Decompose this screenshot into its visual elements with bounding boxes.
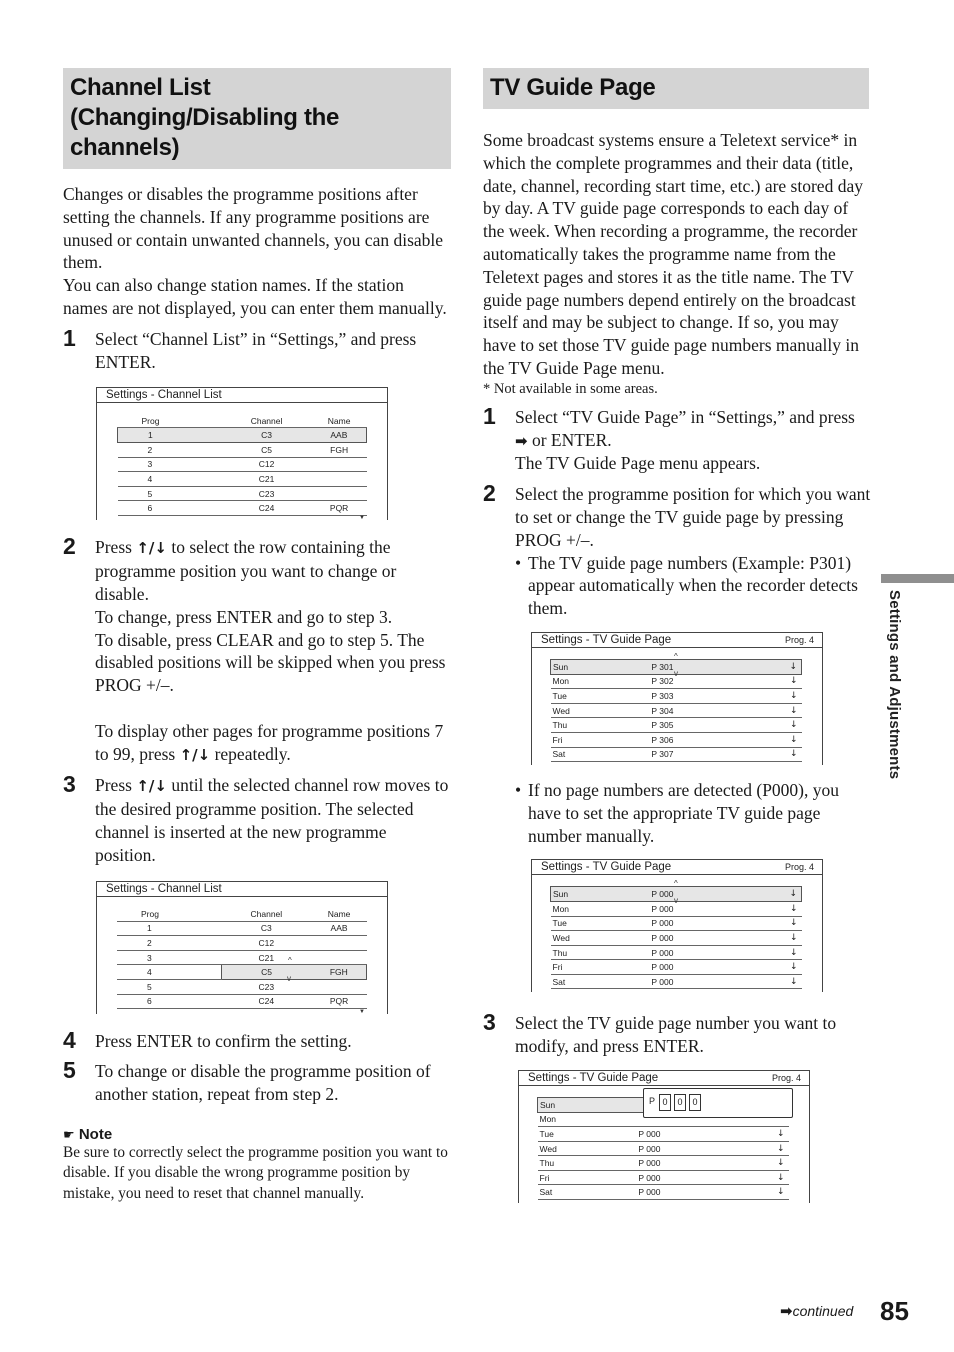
step-text-part: or ENTER. [527,429,612,450]
down-arrow-icon: ↓ [754,1185,788,1200]
table-row[interactable] [117,965,367,980]
table-row[interactable] [551,718,802,733]
down-arrow-icon: ↓ [767,901,801,916]
up-down-arrow-icon: ↑/↓ [136,777,167,796]
table-cell: P 000 [638,1170,754,1185]
digit-group [656,1094,701,1111]
down-arrow-icon: ↓ [754,1141,788,1156]
table-cell: P 000 [651,901,767,916]
table-cell [312,936,367,951]
table-row[interactable] [117,994,367,1009]
table-cell: C23 [221,979,312,994]
step-text-part: Press [95,537,137,558]
table-row[interactable] [538,1156,789,1171]
table-cell: PQR [312,994,367,1009]
step-4 [63,1026,451,1053]
channel-table [117,908,367,1010]
popup-prefix: P [649,1095,656,1106]
tv-guide-screen-2 [531,859,823,992]
table-cell: 5 [118,486,222,501]
caret-down-icon: v [674,668,678,678]
table-row[interactable] [118,472,367,487]
table-cell: Sun [551,887,652,902]
continued-label [780,1302,853,1320]
prog-label: Prog. 4 [784,862,814,873]
table-cell: C5 [221,965,312,980]
step-number: 5 [63,1057,76,1084]
step-text: To change, press ENTER and go to step 3. [95,606,393,627]
table-row[interactable] [118,486,367,501]
step-number: 3 [63,771,76,798]
caret-up-icon: ^ [674,879,678,889]
caret-down-icon: v [287,974,291,984]
table-cell: Fri [538,1170,639,1185]
continued-text: continued [792,1303,854,1319]
note-title: Note [78,1125,113,1143]
page-number: 85 [880,1296,909,1326]
table-row[interactable] [538,1141,789,1156]
screen-title: Settings - TV Guide Page [532,860,822,875]
screen-title: Settings - Channel List [97,388,387,403]
down-arrow-icon: ↓ [767,703,801,718]
down-arrow-icon: ↓ [767,659,801,674]
table-cell: P 000 [638,1185,754,1200]
table-cell: Tue [551,916,652,931]
table-cell [312,457,367,472]
tv-guide-intro: Some broadcast systems ensure a Teletext service* in which the complete programmes and their data (title, date, channel, recording start time, etc.) are stored day by day. A TV guide page corresponds to each day of the week. When recording a programme, the recorder automatically takes the programme name from the Teletext pages and stores it as the title name. The TV guide page numbers depend entirely on the broadcast itself and may be subject to change. If so, you may have to set those TV guide page numbers manually in the TV Guide Page menu. [483,130,863,378]
step-2 [63,533,451,766]
step-number: 1 [483,402,496,429]
table-header-row [118,414,367,428]
table-row[interactable] [117,950,367,965]
tv-guide-screen-1 [531,632,823,765]
table-row[interactable] [117,936,367,951]
step-text [95,720,451,767]
step-text-part: Select “TV Guide Page” in “Settings,” and press [515,406,855,427]
table-cell: 3 [118,457,222,472]
table-cell [312,979,367,994]
table-cell: 2 [118,442,222,457]
table-cell [312,950,367,965]
step-number: 4 [63,1026,76,1053]
table-cell: 6 [118,501,222,516]
table-cell: Sat [551,747,652,762]
down-arrow-icon: ↓ [767,945,801,960]
channel-list-screen-1 [96,387,388,520]
table-cell: P 000 [651,916,767,931]
step-number: 3 [483,1009,496,1036]
table-row[interactable] [118,501,367,516]
channel-list-heading: Channel List (Changing/Disabling the channels) [63,68,451,169]
down-arrow-icon: ↓ [767,974,801,989]
scroll-down-icon[interactable]: ▼ [359,1008,365,1015]
tv-step-2-cont [483,779,871,847]
table-cell: Sat [538,1185,639,1200]
table-cell: Mon [538,1112,639,1127]
table-cell: AAB [312,921,367,936]
table-cell: P 304 [651,703,767,718]
table-cell: P 306 [651,732,767,747]
down-arrow-icon: ↓ [754,1156,788,1171]
down-arrow-icon: ↓ [767,960,801,975]
down-arrow-icon: ↓ [767,887,801,902]
footnote: * Not available in some areas. [483,380,658,397]
down-arrow-icon: ↓ [767,747,801,762]
table-cell: Mon [551,674,652,689]
column-header: Name [312,414,367,428]
table-row[interactable] [538,1170,789,1185]
note-body: Be sure to correctly select the programme position you want to disable. If you disable the wrong programme position by mistake, you need to reset that channel manually. [63,1143,448,1202]
tv-step-2 [483,480,871,620]
tv-guide-heading: TV Guide Page [483,68,869,109]
table-cell: C23 [221,486,311,501]
table-cell: 1 [117,921,221,936]
step-text: To disable, press CLEAR and go to step 5. The disabled positions will be skipped when you press PROG +/–. [95,629,446,696]
down-arrow-icon: ↓ [767,916,801,931]
step-number: 1 [63,324,76,351]
table-cell: FGH [312,965,367,980]
table-cell: P 302 [651,674,767,689]
step-text [515,406,871,453]
table-row[interactable] [551,747,802,762]
table-cell: Tue [551,689,652,704]
step-text-part: repeatedly. [210,743,291,764]
down-arrow-icon: ↓ [767,931,801,946]
step-text-part: to select the row containing the programme position you want to change or disable. [95,537,397,604]
column-header: Prog [118,414,222,428]
step-text: Select “Channel List” in “Settings,” and press ENTER. [95,328,417,372]
channel-list-screen-2 [96,881,388,1014]
scroll-down-icon[interactable]: ▼ [359,515,365,522]
table-row[interactable] [551,974,802,989]
table-cell [312,486,367,501]
table-row[interactable] [118,428,367,443]
table-cell: Sun [551,659,652,674]
table-row[interactable] [117,921,367,936]
up-down-arrow-icon: ↑/↓ [179,745,211,764]
table-cell: P 301 [651,659,767,674]
table-cell: Fri [551,960,652,975]
right-column [483,68,871,1203]
step-text: Press ENTER to confirm the setting. [95,1030,352,1051]
table-cell: 4 [118,472,222,487]
step-text-part: Press [95,775,137,796]
intro-paragraph: Changes or disables the programme positions after setting the channels. If any programme positions are unused or contain unwanted channels, you can disable them. [63,184,444,273]
table-cell: Wed [551,703,652,718]
table-cell: P 000 [651,931,767,946]
column-header: Channel [221,414,311,428]
caret-up-icon: ^ [674,651,678,661]
table-cell: Wed [538,1141,639,1156]
table-cell: C24 [221,994,312,1009]
note-icon: ☛ [63,1126,75,1142]
column-header: Prog [117,908,221,922]
digit-field-3[interactable]: 0 [689,1094,701,1111]
down-arrow-icon: ↓ [754,1127,788,1142]
tv-step-1 [483,402,871,475]
table-cell: C3 [221,428,311,443]
digit-field-1[interactable]: 0 [659,1094,671,1111]
step-number: 2 [483,480,496,507]
table-cell: Sat [551,974,652,989]
table-cell: P 000 [638,1141,754,1156]
table-cell: Sun [538,1097,639,1112]
table-cell: P 307 [651,747,767,762]
step-text: Select the programme position for which you want to set or change the TV guide page by pressing PROG +/–. [515,484,871,550]
table-cell: P 000 [638,1127,754,1142]
step-text-part: To display other pages for programme positions 7 to 99, press [95,720,444,764]
tv-step-3 [483,1009,871,1058]
step-text-part: until the selected channel row moves to the desired programme position. The selected channel is inserted at the new programme position. [95,775,449,865]
table-row[interactable] [551,689,802,704]
step-5 [63,1057,451,1106]
left-column [63,68,451,1204]
table-cell: P 305 [651,718,767,733]
caret-down-icon: v [674,896,678,906]
prog-label: Prog. 4 [771,1072,801,1083]
table-cell: C21 [221,950,312,965]
table-cell: 1 [118,428,222,443]
column-header: Channel [221,908,312,922]
step-3 [63,771,451,866]
screen-title: Settings - TV Guide Page [532,633,822,648]
table-cell: C5 [221,442,311,457]
table-cell: P 000 [651,887,767,902]
table-row[interactable] [551,916,802,931]
table-cell: FGH [312,442,367,457]
table-cell: C3 [221,921,312,936]
step-number: 2 [63,533,76,560]
table-cell: 6 [117,994,221,1009]
table-row[interactable] [118,442,367,457]
table-cell: AAB [312,428,367,443]
table-cell: C24 [221,501,311,516]
table-row[interactable] [117,979,367,994]
down-arrow-icon: ↓ [754,1170,788,1185]
bullet-item: • If no page numbers are detected (P000), you have to set the appropriate TV guide page number manually. [515,779,871,847]
down-arrow-icon: ↓ [767,689,801,704]
step-text: Select the TV guide page number you want to modify, and press ENTER. [515,1013,837,1057]
table-cell [312,472,367,487]
table-cell: P 000 [651,960,767,975]
table-row[interactable] [551,945,802,960]
prog-label: Prog. 4 [784,634,814,645]
table-cell: P 000 [638,1156,754,1171]
screen-title: Settings - TV Guide Page [519,1071,809,1086]
table-cell: Wed [551,931,652,946]
channel-table [117,414,367,516]
step-text [95,774,451,866]
table-cell: Thu [551,945,652,960]
table-row[interactable] [538,1127,789,1142]
table-cell: C12 [221,457,311,472]
table-cell: Thu [551,718,652,733]
table-row[interactable] [551,931,802,946]
step-text: To change or disable the programme position of another station, repeat from step 2. [95,1061,431,1105]
bullet-item: • The TV guide page numbers (Example: P301) appear automatically when the recorder detects them. [515,552,871,620]
right-arrow-icon: ➡ [780,1302,793,1320]
page-number-input-popup[interactable] [643,1088,793,1118]
table-cell: C12 [221,936,312,951]
step-1 [63,324,451,374]
table-cell: C21 [221,472,311,487]
down-arrow-icon: ↓ [767,718,801,733]
step-text [95,536,451,605]
table-header-row [117,908,367,922]
table-cell: P 000 [651,974,767,989]
table-cell: Thu [538,1156,639,1171]
table-cell: Tue [538,1127,639,1142]
table-row[interactable] [538,1185,789,1200]
table-cell: P 000 [651,945,767,960]
down-arrow-icon: ↓ [767,732,801,747]
column-header: Name [312,908,367,922]
step-text: The TV Guide Page menu appears. [515,453,761,474]
tv-guide-screen-3 [518,1070,810,1203]
section-tab [881,574,954,583]
table-cell: PQR [312,501,367,516]
down-arrow-icon: ↓ [767,674,801,689]
screen-title: Settings - Channel List [97,882,387,897]
note-heading [63,1126,451,1143]
digit-field-2[interactable]: 0 [674,1094,686,1111]
table-cell: Fri [551,732,652,747]
table-cell: 3 [117,950,221,965]
caret-up-icon: ^ [288,956,292,966]
section-label: Settings and Adjustments [886,590,903,780]
table-row[interactable] [551,703,802,718]
table-cell: 2 [117,936,221,951]
table-cell: 4 [117,965,221,980]
table-cell: Mon [551,901,652,916]
table-cell: P 303 [651,689,767,704]
up-down-arrow-icon: ↑/↓ [136,539,167,558]
intro-paragraph-2: You can also change station names. If the station names are not displayed, you can enter them manually. [63,275,447,318]
table-row[interactable] [551,732,802,747]
table-cell: 5 [117,979,221,994]
table-row[interactable] [551,960,802,975]
table-row[interactable] [118,457,367,472]
right-arrow-icon: ➡ [515,431,528,450]
